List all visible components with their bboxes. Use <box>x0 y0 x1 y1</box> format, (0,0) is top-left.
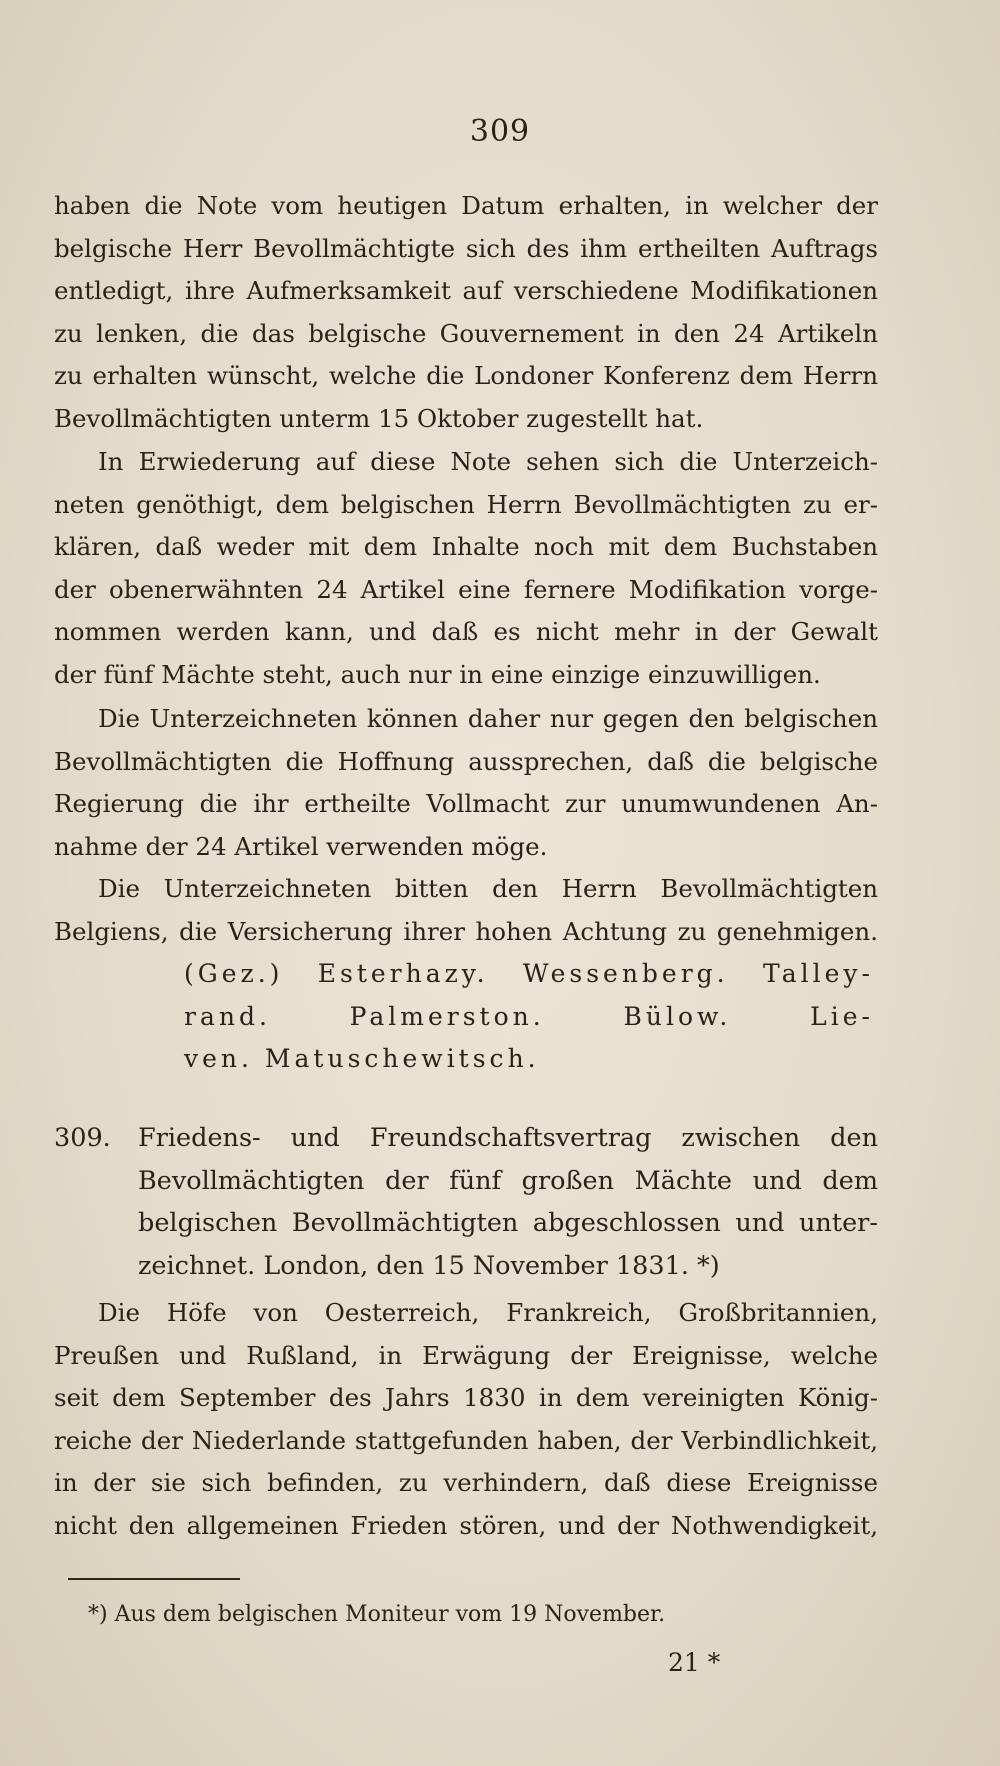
paragraph-5 <box>54 1292 878 1547</box>
text-line: der obenerwähnten 24 Artikel eine fernere Modifikation vorge- <box>54 574 878 604</box>
paragraph-4 <box>54 868 878 953</box>
text-line: neten genöthigt, dem belgischen Herrn Bevollmächtigten zu er- <box>54 489 878 519</box>
heading-line: Friedens- und Freundschaftsvertrag zwischen den <box>138 1123 878 1153</box>
heading-line: Bevollmächtigten der fünf großen Mächte und dem <box>138 1165 878 1196</box>
text-line: haben die Note vom heutigen Datum erhalten, in welcher der <box>54 191 878 220</box>
text-line: zu erhalten wünscht, welche die Londoner Konferenz dem Herrn <box>54 361 878 390</box>
paragraph-2 <box>54 441 878 696</box>
text-line: zu lenken, die das belgische Gouvernement in den 24 Artikeln <box>54 318 878 348</box>
signature-line: ven. Matuschewitsch. <box>184 1044 540 1073</box>
text-line: reiche der Niederlande stattgefunden haben, der Verbindlichkeit, <box>54 1425 878 1455</box>
heading-line: belgischen Bevollmächtigten abgeschlossen und unter- <box>138 1208 878 1238</box>
text-line: nahme der 24 Artikel verwenden möge. <box>54 831 548 861</box>
paragraph-1 <box>54 185 878 440</box>
section-number: 309. <box>54 1123 111 1153</box>
text-line: Die Unterzeichneten können daher nur gegen den belgischen <box>98 704 878 733</box>
text-line: Belgiens, die Versicherung ihrer hohen Achtung zu genehmigen. <box>54 916 878 946</box>
text-line: Die Höfe von Oesterreich, Frankreich, Großbritannien, <box>98 1298 878 1327</box>
footnote-rule <box>68 1578 240 1580</box>
text-line: entledigt, ihre Aufmerksamkeit auf verschiedene Modifikationen <box>54 276 878 305</box>
text-line: Preußen und Rußland, in Erwägung der Ereignisse, welche <box>54 1340 878 1370</box>
text-line: Bevollmächtigten unterm 15 Oktober zugestellt hat. <box>54 403 704 433</box>
text-line: nommen werden kann, und daß es nicht mehr in der Gewalt <box>54 617 878 646</box>
page-number: 309 <box>469 114 531 149</box>
text-line: der fünf Mächte steht, auch nur in eine einzige einzuwilligen. <box>54 659 821 689</box>
text-line: Die Unterzeichneten bitten den Herrn Bevollmächtigten <box>98 874 878 903</box>
text-line: belgische Herr Bevollmächtigte sich des ihm ertheilten Auftrags <box>54 233 878 263</box>
heading-line: zeichnet. London, den 15 November 1831. *) <box>138 1250 720 1281</box>
text-line: Bevollmächtigten die Hoffnung aussprechen, daß die belgische <box>54 746 878 776</box>
text-line: klären, daß weder mit dem Inhalte noch mit dem Buchstaben <box>54 532 878 561</box>
text-line: nicht den allgemeinen Frieden stören, und der Nothwendigkeit, <box>54 1510 878 1540</box>
footnote: *) Aus dem belgischen Moniteur vom 19 November. <box>88 1602 666 1627</box>
signature-line: (Gez.) Esterhazy. Wessenberg. Talley- <box>184 959 874 988</box>
text-line: seit dem September des Jahrs 1830 in dem vereinigten König- <box>54 1383 878 1412</box>
signatures <box>184 953 874 1081</box>
text-line: in der sie sich befinden, zu verhindern, daß diese Ereignisse <box>54 1468 878 1497</box>
text-line: Regierung die ihr ertheilte Vollmacht zur unumwundenen An- <box>54 789 878 818</box>
section-heading <box>54 1117 878 1287</box>
text-line: In Erwiederung auf diese Note sehen sich die Unterzeich- <box>98 447 878 476</box>
printer-signature-mark: 21 * <box>668 1648 721 1677</box>
paragraph-3 <box>54 698 878 868</box>
signature-line: rand. Palmerston. Bülow. Lie- <box>184 1001 874 1031</box>
